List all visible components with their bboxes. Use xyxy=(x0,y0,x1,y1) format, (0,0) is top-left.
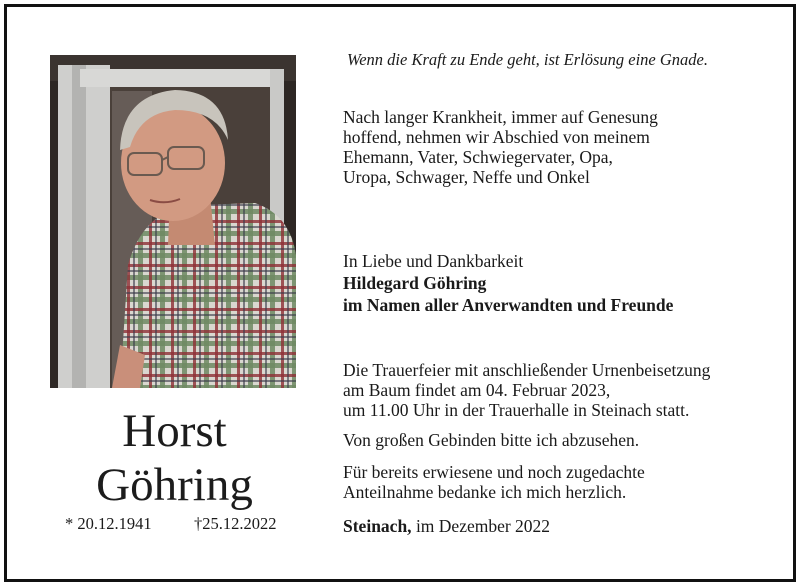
funeral-info xyxy=(343,360,783,420)
place-name: Steinach, xyxy=(343,516,412,536)
gifts-note: Von großen Gebinden bitte ich abzusehen. xyxy=(343,430,640,450)
deceased-first-name: Horst xyxy=(122,405,227,457)
place-date xyxy=(343,516,550,537)
funeral-line: am Baum findet am 04. Februar 2023, xyxy=(343,380,611,400)
sympathy-line: Für bereits erwiesene und noch zugedachte xyxy=(343,462,645,482)
intro-line: Uropa, Schwager, Neffe und Onkel xyxy=(343,167,590,187)
intro-line: hoffend, nehmen wir Abschied von meinem xyxy=(343,127,650,147)
funeral-line: um 11.00 Uhr in der Trauerhalle in Steinach statt. xyxy=(343,400,690,420)
motto-quote: Wenn die Kraft zu Ende geht, ist Erlösung eine Gnade. xyxy=(347,50,708,69)
place-date-text: im Dezember 2022 xyxy=(415,516,551,536)
thanks-block xyxy=(343,250,783,316)
intro-line: Ehemann, Vater, Schwiegervater, Opa, xyxy=(343,147,613,167)
death-date: †25.12.2022 xyxy=(194,514,277,533)
funeral-line: Die Trauerfeier mit anschließender Urnenbeisetzung xyxy=(343,360,711,380)
birth-date: * 20.12.1941 xyxy=(65,514,152,533)
intro-line: Nach langer Krankheit, immer auf Genesung xyxy=(343,107,658,127)
signer-name: Hildegard Göhring xyxy=(343,273,487,293)
thanks-label: In Liebe und Dankbarkeit xyxy=(343,251,524,271)
sympathy-line: Anteilnahme bedanke ich mich herzlich. xyxy=(343,482,627,502)
intro-text xyxy=(343,107,783,187)
signer-on-behalf: im Namen aller Anverwandten und Freunde xyxy=(343,295,674,315)
deceased-last-name: Göhring xyxy=(96,459,253,511)
sympathy-text xyxy=(343,462,645,502)
obituary-card xyxy=(4,4,796,582)
portrait-photo xyxy=(50,55,296,388)
